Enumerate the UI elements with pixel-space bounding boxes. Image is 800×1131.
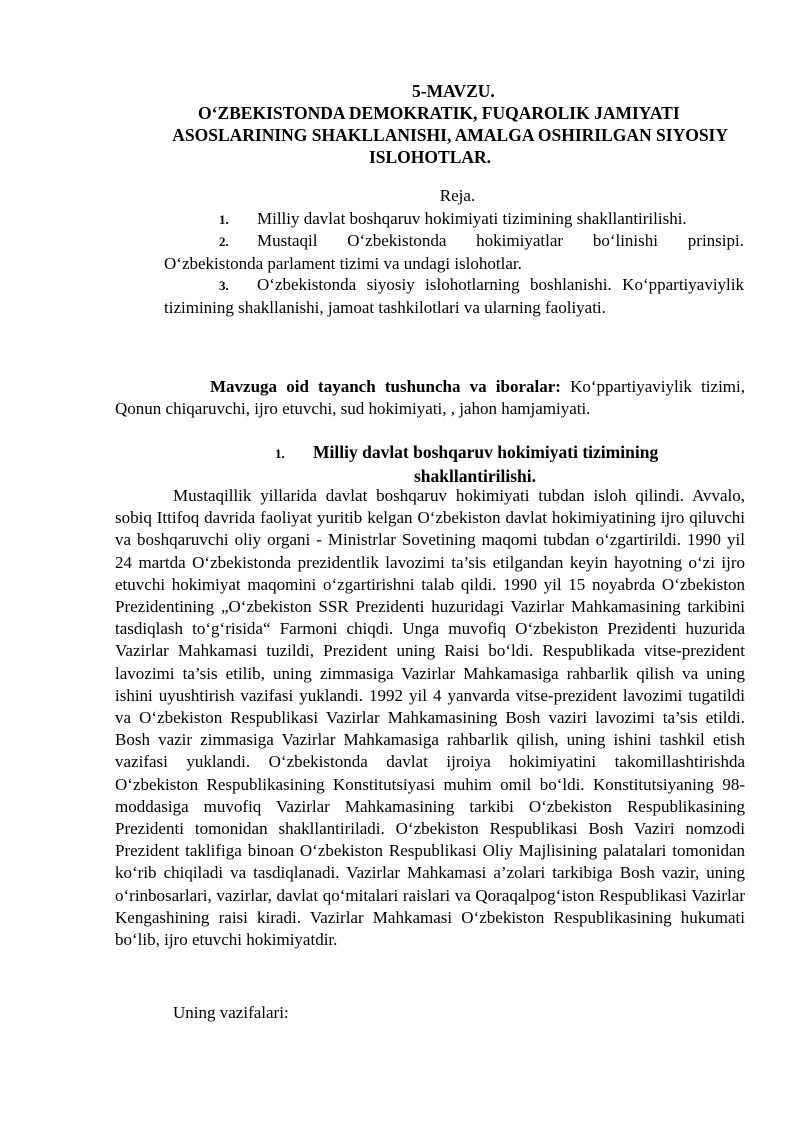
section-heading xyxy=(275,441,715,487)
topic-number: 5-MAVZU. xyxy=(412,81,495,101)
plan-heading: Reja. xyxy=(439,186,476,205)
closing-line: Uning vazifalari: xyxy=(173,1003,289,1022)
plan-item-number: 3. xyxy=(219,278,229,293)
keywords-text: Ko‘ppartiyaviylik tizimi, Qonun chiqaruvchi, ijro etuvchi, sud hokimiyati, , jahon hamjamiyati. xyxy=(115,377,745,418)
plan-item-1 xyxy=(164,208,744,231)
keywords-label: Mavzuga oid tayanch tushuncha va iboralar: xyxy=(210,377,561,396)
plan-item-text: Mustaqil O‘zbekistonda hokimiyatlar bo‘linishi prinsipi. O‘zbekistonda parlament tizimi va undagi islohotlar. xyxy=(164,231,744,273)
section-title-line-2: shakllantirilishi. xyxy=(413,466,537,486)
plan-item-number: 1. xyxy=(219,212,229,227)
topic-title-line-1: O‘ZBEKISTONDA DEMOKRATIK, FUQAROLIK JAMIYATI xyxy=(198,103,680,123)
section-number: 1. xyxy=(275,446,285,461)
body-paragraph: Mustaqillik yillarida davlat boshqaruv hokimiyati tubdan isloh qilindi. Avvalo, sobiq Ittifoq davrida faoliyat yuritib kelgan O‘zbekiston davlat hokimiyatining ijro qiluvchi va boshqaruvchi oliy organi - Ministrlar Sovetining maqomi tubdan o‘zgartirildi. 1990 yil 24 martda O‘zbekistonda prezidentlik lavozimi ta’sis etilgandan keyin hayotning o‘zi ijro etuvchi hokimiyat maqomini o‘zgartirishni talab qildi. 1990 yil 15 noyabrda O‘zbekiston Prezidentining „O‘zbekiston SSR Prezidenti huzuridagi Vazirlar Mahkamasining tarkibini tasdiqlash to‘g‘risida“ Farmoni chiqdi. Unga muvofiq O‘zbekiston Prezidenti huzurida Vazirlar Mahkamasi tuzildi, Prezident uning Raisi bo‘ldi. Respublikada vitse-prezident lavozimi ta’sis etilib, uning zimmasiga Vazirlar Mahkamasiga rahbarlik qilish va uning ishini uyushtirish vazifasi yuklandi. 1992 yil 4 yanvarda vitse-prezident lavozimi tugatildi va O‘zbekiston Respublikasi Vazirlar Mahkamasining Bosh vaziri lavozimi ta’sis etildi. Bosh vazir zimmasiga Vazirlar Mahkamasiga rahbarlik qilish, uning ishini tashkil etish vazifasi yuklandi. O‘zbekistonda davlat ijroiya hokimiyatini takomillashtirishda O‘zbekiston Respublikasining Konstitutsiyasi muhim omil bo‘ldi. Konstitutsiyaning 98-moddasiga muvofiq Vazirlar Mahkamasining tarkibi O‘zbekiston Respublikasining Prezidenti tomonidan shakllantiriladi. O‘zbekiston Respublikasi Bosh Vaziri nomzodi Prezident taklifiga binoan O‘zbekiston Respublikasi Oliy Majlisining palatalari tomonidan ko‘rib chiqiladi va tasdiqlanadi. Vazirlar Mahkamasi a’zolari tarkibiga Bosh vazir, uning o‘rinbosarlari, vazirlar, davlat qo‘mitalari raislari va Qoraqalpog‘iston Respublikasi Vazirlar Kengashining raisi kiradi. Vazirlar Mahkamasi O‘zbekiston Respublikasining hukumati bo‘lib, ijro etuvchi hokimiyatdir. xyxy=(115,486,745,950)
keywords-paragraph xyxy=(115,376,745,420)
topic-title-line-2-text: ASOSLARINING SHAKLLANISHI, AMALGA OSHIRILGAN SIYOSIY xyxy=(172,125,728,145)
plan-item-number: 2. xyxy=(219,234,229,249)
plan-item-text: Milliy davlat boshqaruv hokimiyati tizimining shakllantirilishi. xyxy=(257,209,687,228)
plan-item-text: O‘zbekistonda siyosiy islohotlarning boshlanishi. Ko‘ppartiyaviylik tizimining shakllanishi, jamoat tashkilotlari va ularning faoliyati. xyxy=(164,275,744,317)
topic-title-line-2 xyxy=(128,124,728,146)
topic-title-line-3: ISLOHOTLAR. xyxy=(368,147,492,167)
plan-item-2 xyxy=(164,230,744,275)
section-title-line-1: Milliy davlat boshqaruv hokimiyati tizimining xyxy=(313,442,659,462)
plan-item-3 xyxy=(164,274,744,319)
